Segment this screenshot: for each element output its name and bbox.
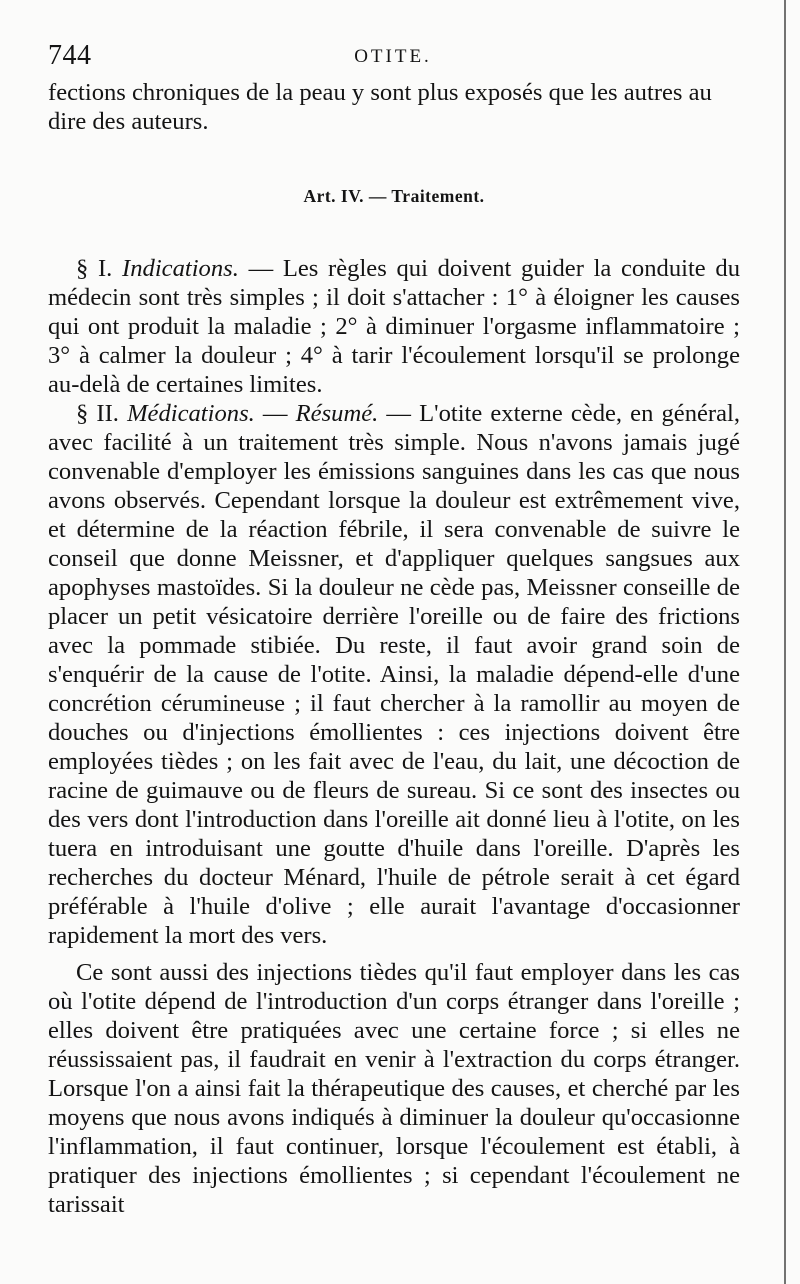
section-title-indications: Indications. (122, 255, 239, 282)
paragraph-text: Ce sont aussi des injections tièdes qu'il faut employer dans les cas où l'otite dépend de l'introduction d'un corps étranger dans l'oreille ; elles doivent être pratiquées avec une certaine force ; si elles ne réussissaient pas, il faudrait en venir à l'extraction du corps étranger. Lorsque l'on a ainsi fait la thérapeutique des causes, et cherché par les moyens que nous avons indiqués à diminuer la douleur qu'occasionne l'inflammation, il faut continuer, lorsque l'écoulement est établi, à pratiquer des injections émollientes ; si cependant l'écoulement ne tarissait (48, 959, 740, 1218)
intro-paragraph (48, 78, 740, 136)
page-header (48, 40, 738, 74)
title-separator: — (262, 400, 288, 427)
section-mark: § II. (76, 400, 119, 427)
page-number: 744 (48, 40, 92, 71)
paragraph-indications (48, 254, 740, 399)
section-heading: Art. IV. — Traitement. (303, 186, 485, 206)
section-subtitle-resume: Résumé. (295, 400, 379, 427)
paragraph-text: — Les règles qui doivent guider la conduite du médecin sont très simples ; il doit s'attacher : 1° à éloigner les causes qui ont produit la maladie ; 2° à diminuer l'orgasme inflammatoire ; 3° à calmer la douleur ; 4° à tarir l'écoulement lorsqu'il se prolonge au-delà de certaines limites. (48, 255, 740, 398)
paragraph-text: — L'otite externe cède, en général, avec facilité à un traitement très simple. Nous n'avons jamais jugé convenable d'employer les émissions sanguines dans les cas que nous avons observés. Cependant lorsque la douleur est extrêmement vive, et détermine de la réaction fébrile, il sera convenable de suivre le conseil que donne Meissner, et d'appliquer quelques sangsues aux apophyses mastoïdes. Si la douleur ne cède pas, Meissner conseille de placer un petit vésicatoire derrière l'oreille ou de faire des frictions avec la pommade stibiée. Du reste, il faut avoir grand soin de s'enquérir de la cause de l'otite. Ainsi, la maladie dépend-elle d'une concrétion cérumineuse ; il faut chercher à la ramollir au moyen de douches ou d'injections émollientes : ces injections doivent être employées tièdes ; on les fait avec de l'eau, du lait, une décoction de racine de guimauve ou de fleurs de sureau. Si ce sont des insectes ou des vers dont l'introduction dans l'oreille ait donné lieu à l'otite, on les tuera en introduisant une goutte d'huile dans l'oreille. D'après les recherches du docteur Ménard, l'huile de pétrole serait à cet égard préférable à l'huile d'olive ; elle aurait l'avantage d'occasionner rapidement la mort des vers. (48, 400, 741, 949)
paragraph-injections (48, 958, 740, 1219)
page-edge-shadow (784, 0, 786, 1284)
paragraph-medications (48, 399, 740, 950)
running-title: OTITE. (354, 46, 432, 67)
main-text (48, 254, 740, 1219)
intro-text: fections chroniques de la peau y sont plus exposés que les autres au dire des auteurs. (48, 79, 712, 135)
section-title-medications: Médications. (127, 400, 255, 427)
section-mark: § I. (76, 255, 113, 282)
